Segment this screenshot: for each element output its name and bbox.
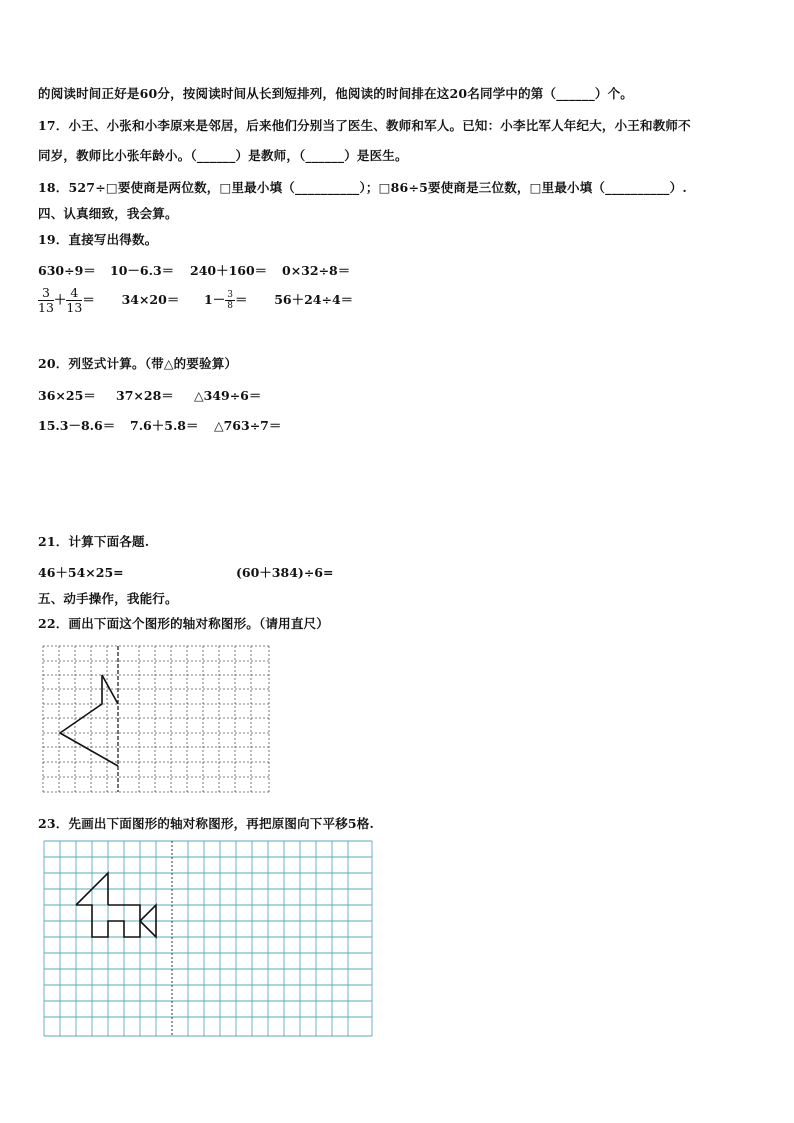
calc-item: 56＋24÷4＝ <box>274 292 354 307</box>
question-17-line-1: 17．小王、小张和小李原来是邻居，后来他们分别当了医生、教师和军人。已知：小李比军人年纪大，小王和教师不 <box>38 118 691 133</box>
fraction: $\frac{3}{8}$ <box>227 290 233 311</box>
question-17-line-2: 同岁，教师比小张年龄小。（______）是教师，（______）是医生。 <box>38 148 408 163</box>
calc-item: 240＋160＝ <box>190 263 268 278</box>
dashed-grid-figure <box>40 642 276 798</box>
question-22-title: 22．画出下面这个图形的轴对称图形。（请用直尺） <box>38 616 329 631</box>
calc-item: 10－6.3＝ <box>110 263 175 278</box>
calc-item: △763÷7＝ <box>214 418 282 433</box>
question-19-row-1 <box>38 261 350 279</box>
calc-item: △349÷6＝ <box>194 388 262 403</box>
calc-item: 46＋54×25= <box>38 565 124 580</box>
blue-grid-figure <box>40 838 376 1040</box>
question-23-title: 23．先画出下面图形的轴对称图形，再把原图向下平移5格. <box>38 816 375 831</box>
question-20-row-2 <box>38 416 281 434</box>
question-21-title: 21．计算下面各题. <box>38 534 150 549</box>
calc-item: (60＋384)÷6= <box>236 565 334 580</box>
calc-item: 36×25＝ <box>38 388 96 403</box>
question-19-title: 19．直接写出得数。 <box>38 232 158 247</box>
question-19-row-2: $\frac{3}{13}$ ＋ $\frac{4}{13}$ ＝ 34×20＝ 1－ $\frac{3}{8}$ ＝ 56＋24÷4＝ <box>38 285 354 315</box>
question-20-title: 20．列竖式计算。（带△的要验算） <box>38 356 238 371</box>
calc-item: 37×28＝ <box>116 388 174 403</box>
question-20-row-1 <box>38 386 261 404</box>
fraction: $\frac{3}{13}$ <box>38 285 54 315</box>
calc-item: 34×20＝ <box>121 292 180 307</box>
question-18: 18．527÷□要使商是两位数，□里最小填（__________）；□86÷5要使商是三位数，□里最小填（__________）. <box>38 180 687 195</box>
section-5-heading: 五、动手操作，我能行。 <box>38 591 178 606</box>
section-4-heading: 四、认真细致，我会算。 <box>38 206 178 221</box>
calc-item: 7.6＋5.8＝ <box>130 418 199 433</box>
calc-item: 630÷9＝ <box>38 263 96 278</box>
fraction: $\frac{4}{13}$ <box>66 285 83 315</box>
question-21-row <box>38 563 333 581</box>
calc-item: 15.3－8.6＝ <box>38 418 116 433</box>
calc-item: 0×32÷8＝ <box>282 263 351 278</box>
question-16-tail: 的阅读时间正好是60分，按阅读时间从长到短排列，他阅读的时间排在这20名同学中的第（______）个。 <box>38 86 633 101</box>
